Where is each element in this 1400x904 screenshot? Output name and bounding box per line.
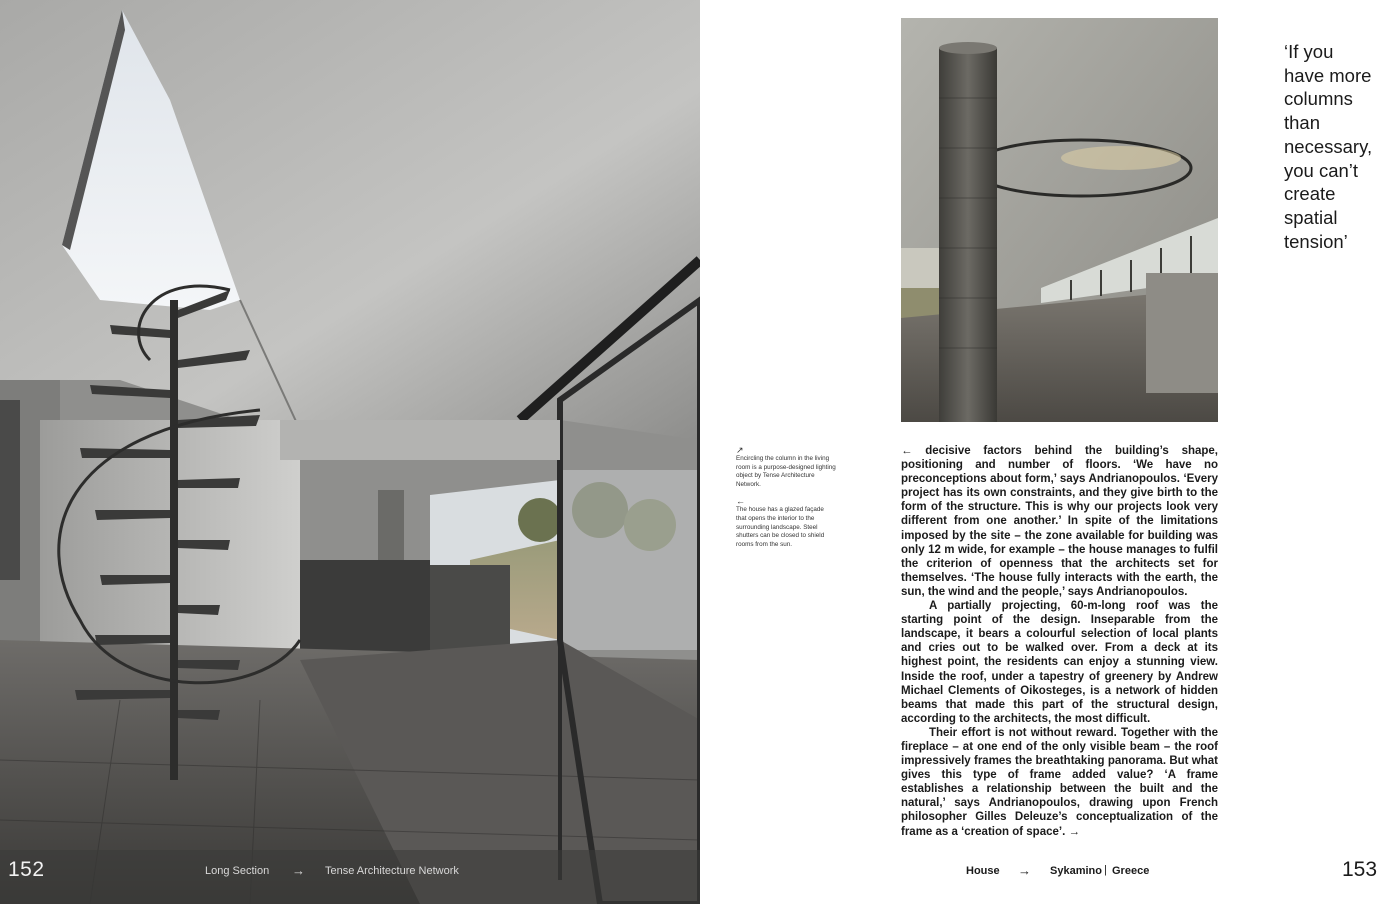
- country-label: Greece: [1112, 865, 1150, 877]
- location-label: Sykamino: [1050, 865, 1102, 877]
- arrow-right-icon: →: [1018, 863, 1031, 878]
- article-body: [901, 444, 1218, 839]
- page-number-left: 152: [8, 858, 45, 881]
- section-label-left: Long Section: [205, 865, 270, 877]
- pull-quote: [1284, 40, 1396, 253]
- separator: |: [1104, 864, 1107, 876]
- pull-quote-line: have more: [1284, 64, 1372, 86]
- pull-quote-line: columns: [1284, 88, 1353, 110]
- body-paragraph: ← decisive factors behind the building’s shape, positioning and number of floors. ‘We have no preconceptions about form,’ says Andrianopoulos. ‘Every project has its own constraints, and they give birth to the form of the structure. This is why our projects look very different from one another.’ In spite of the limitations imposed by the site – the zone available for building was only 12 m wide, for example – the house manages to fulfil the criterion of openness that the architects set for themselves. ‘The house fully interacts with the earth, the sun, the wind and the people,’ says Andrianopoulos.: [901, 445, 1218, 598]
- pull-quote-line: necessary,: [1284, 135, 1373, 157]
- pull-quote-line: than: [1284, 112, 1321, 134]
- caption-text: The house has a glazed façade that opens the interior to the surrounding landscape. Steel shutters can be closed to shield rooms from the sun.: [736, 506, 825, 548]
- interior-photo-column: [901, 18, 1218, 422]
- section-label-right: House: [966, 865, 1000, 877]
- caption-text: Encircling the column in the living room is a purpose-designed lighting object by Tense Architecture Network.: [736, 455, 836, 488]
- pull-quote-line: tension’: [1284, 230, 1348, 252]
- body-paragraph: Their effort is not without reward. Together with the fireplace – at one end of the only visible beam – the roof impressively frames the breathtaking panorama. But what gives this type of frame added value? ‘A frame establishes a relationship between the built and the natural,’ says Andrianopoulos, drawing upon French philosopher Gilles Deleuze’s conceptualization of the frame as a ‘creation of space’. →: [901, 726, 1218, 838]
- folio-left: [0, 848, 700, 896]
- pull-quote-line: create: [1284, 183, 1336, 205]
- page-number-right: 153: [1342, 858, 1378, 881]
- body-paragraph: A partially projecting, 60-m-long roof was the starting point of the design. Inseparable from the landscape, it bears a colourful selection of local plants and cries out to be walked over. From a deck at its highest point, the residents can enjoy a stunning view. Inside the roof, under a tapestry of greenery by Andrew Michael Clements of Oikosteges, is a network of hidden beams that made this part of the structural design, according to the architects, the most difficult.: [901, 600, 1218, 725]
- arrow-left-icon: ←: [736, 496, 745, 507]
- caption-left-photo: [736, 497, 836, 549]
- firm-label: Tense Architecture Network: [325, 865, 459, 877]
- pull-quote-line: ‘If you: [1284, 41, 1334, 62]
- folio-right: [700, 848, 1400, 896]
- arrow-up-right-icon: ↗: [736, 445, 744, 455]
- arrow-right-icon: →: [292, 863, 305, 878]
- pull-quote-line: you can’t: [1284, 159, 1359, 181]
- pull-quote-line: spatial: [1284, 206, 1338, 228]
- photo-captions: [736, 446, 836, 557]
- caption-top-photo: [736, 446, 836, 489]
